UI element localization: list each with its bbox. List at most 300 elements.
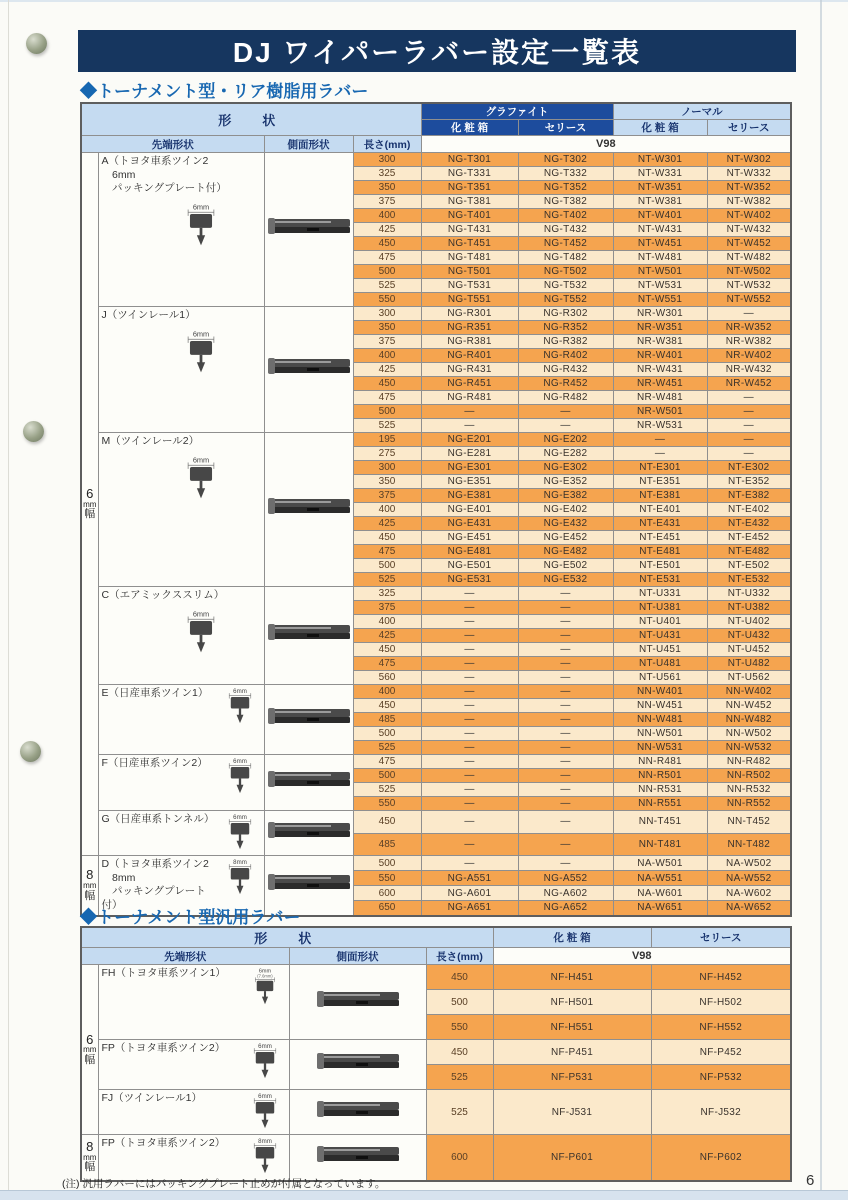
part-number-cell: NG-A651 [421,901,518,916]
section-label [102,435,200,449]
parts-table [80,102,792,917]
length-cell: 475 [353,657,421,671]
section-content [99,1040,289,1084]
part-number-cell: NG-R432 [518,363,613,377]
part-number-cell: NF-H551 [493,1015,651,1040]
length-cell: 400 [353,685,421,699]
part-number-cell: NT-W451 [613,237,707,251]
section-heading-general: ◆トーナメント型汎用ラバー [80,908,301,927]
part-number-cell: NT-W402 [707,209,791,223]
length-cell: 300 [353,307,421,321]
section-label [102,687,209,701]
length-cell: 450 [353,531,421,545]
width-group-num: 8 [86,1139,94,1155]
part-number-cell: NT-W452 [707,237,791,251]
length-cell: 325 [353,167,421,181]
part-number-cell: NR-W382 [707,335,791,349]
part-number-cell: NG-T352 [518,181,613,195]
part-number-cell: NT-U452 [707,643,791,657]
tip-shape-icon [244,1092,286,1132]
width-group-label [82,1140,98,1174]
header-cell: 側面形状 [289,948,426,965]
side-profile-icon [267,356,351,378]
part-number-cell: NG-T532 [518,279,613,293]
part-number-cell: NF-H552 [651,1015,791,1040]
part-number-cell: — [518,419,613,433]
header-cell: 形 状 [81,103,421,136]
part-number-cell: — [518,811,613,834]
part-number-cell: NT-E531 [613,573,707,587]
header-cell: 側面形状 [264,136,353,153]
part-number-cell: NR-W431 [613,363,707,377]
part-number-cell: NR-W401 [613,349,707,363]
tip-shape [244,967,286,1007]
section-label-cell [98,811,264,856]
width-group-label [82,487,98,521]
length-cell: 550 [426,1015,493,1040]
section-label [102,967,226,981]
tip-shape-icon [244,967,286,1007]
side-profile-cell [289,1090,426,1135]
tip-shape-icon [178,202,224,250]
side-profile-cell [289,1135,426,1181]
parts-table [80,926,792,1182]
part-number-cell: NG-T331 [421,167,518,181]
width-group-cell [81,153,98,856]
svg-text:6mm: 6mm [232,758,247,766]
section-label [102,757,208,771]
side-profile-icon [316,989,400,1011]
part-number-cell: NG-E281 [421,447,518,461]
length-cell: 525 [426,1065,493,1090]
side-profile-cell [264,153,353,307]
tip-shape [178,609,224,657]
part-number-cell: — [518,797,613,811]
part-number-cell: NG-E352 [518,475,613,489]
part-number-cell: — [421,856,518,871]
part-number-cell: NN-R532 [707,783,791,797]
section-content [99,1090,289,1134]
part-number-cell: — [421,643,518,657]
section-label-line: G（日産車系トンネル） [101,813,215,825]
header-cell: V98 [421,136,791,153]
part-number-cell: NT-U431 [613,629,707,643]
side-profile-cell [289,1040,426,1090]
part-number-cell: — [421,713,518,727]
binder-hole-icon [23,421,44,442]
section-label-line: FP（トヨタ車系ツイン2） [101,1042,226,1054]
part-number-cell: — [707,405,791,419]
part-number-cell: NN-R551 [613,797,707,811]
section-label-cell [98,755,264,811]
side-profile-icon [316,1144,400,1166]
section-label-line: F（日産車系ツイン2） [101,757,208,769]
part-number-cell: — [421,741,518,755]
part-number-cell: NG-R351 [421,321,518,335]
scan-edge-right [820,0,822,1200]
part-number-cell: NA-W652 [707,901,791,916]
width-group-unit: mm [83,881,97,891]
tip-shape-icon [244,1042,286,1082]
part-number-cell: NF-J531 [493,1090,651,1135]
part-number-cell: NG-T402 [518,209,613,223]
part-number-cell: NG-R381 [421,335,518,349]
part-number-cell: — [518,769,613,783]
length-cell: 300 [353,461,421,475]
part-number-cell: NN-R481 [613,755,707,769]
section-content [99,965,289,1009]
length-cell: 525 [353,573,421,587]
table-row [81,433,791,447]
part-number-cell: NN-W452 [707,699,791,713]
part-number-cell: NG-T381 [421,195,518,209]
part-number-cell: NG-E502 [518,559,613,573]
part-number-cell: NG-A601 [421,886,518,901]
part-number-cell: NF-P451 [493,1040,651,1065]
side-profile-cell [264,755,353,811]
part-number-cell: — [421,783,518,797]
length-cell: 600 [353,886,421,901]
header-cell: 先端形状 [81,948,289,965]
page-title-banner [78,30,796,72]
part-number-cell: NG-E351 [421,475,518,489]
header-cell: 形 状 [81,927,493,948]
part-number-cell: NF-P601 [493,1135,651,1181]
part-number-cell: — [518,727,613,741]
length-cell: 300 [353,153,421,167]
length-cell: 500 [353,769,421,783]
section-label-line: J（ツインレール1） [101,309,196,321]
side-profile-icon [267,820,351,842]
header-cell: V98 [493,948,791,965]
part-number-cell: NG-R451 [421,377,518,391]
part-number-cell: NG-E531 [421,573,518,587]
part-number-cell: NT-U332 [707,587,791,601]
width-group-num: 6 [86,1031,94,1047]
part-number-cell: NN-R482 [707,755,791,769]
part-number-cell: NG-E532 [518,573,613,587]
page-title: DJ ワイパーラバー設定一覧表 [232,37,642,68]
width-group-num: 6 [86,486,94,502]
table-row [81,153,791,167]
part-number-cell: — [518,629,613,643]
part-number-cell: — [707,307,791,321]
part-number-cell: — [518,643,613,657]
part-number-cell: NG-T382 [518,195,613,209]
part-number-cell: NG-E382 [518,489,613,503]
part-number-cell: NG-T552 [518,293,613,307]
length-cell: 350 [353,321,421,335]
length-cell: 450 [426,965,493,990]
part-number-cell: NF-P531 [493,1065,651,1090]
length-cell: 525 [426,1090,493,1135]
part-number-cell: NG-R301 [421,307,518,321]
page-number: 6 [806,1172,815,1189]
table-row [81,307,791,321]
tip-shape [219,757,261,797]
length-cell: 600 [426,1135,493,1181]
part-number-cell: NR-W481 [613,391,707,405]
part-number-cell: NT-W432 [707,223,791,237]
part-number-cell: NT-U451 [613,643,707,657]
width-group-label [82,1033,98,1067]
part-number-cell: NT-E431 [613,517,707,531]
length-cell: 560 [353,671,421,685]
svg-text:8mm: 8mm [232,859,247,867]
header-cell: 先端形状 [81,136,264,153]
tip-shape-icon [219,813,261,853]
part-number-cell: NR-W351 [613,321,707,335]
part-number-cell: NT-W531 [613,279,707,293]
part-number-cell: NF-P602 [651,1135,791,1181]
side-profile-cell [264,811,353,856]
part-number-cell: NG-T551 [421,293,518,307]
part-number-cell: NT-U382 [707,601,791,615]
part-number-cell: NR-W381 [613,335,707,349]
part-number-cell: NT-E401 [613,503,707,517]
part-number-cell: — [518,856,613,871]
part-number-cell: NN-W451 [613,699,707,713]
tip-shape-icon [178,329,224,377]
tip-shape [178,329,224,377]
part-number-cell: NR-W531 [613,419,707,433]
header-row [81,927,791,948]
section-label-cell [98,965,289,1040]
part-number-cell: NF-H501 [493,990,651,1015]
part-number-cell: — [421,811,518,834]
table-row [81,755,791,769]
tip-shape [219,687,261,727]
part-number-cell: NG-A652 [518,901,613,916]
part-number-cell: NN-T452 [707,811,791,834]
side-profile-cell [264,433,353,587]
length-cell: 275 [353,447,421,461]
section-label-cell [98,153,264,307]
header-cell: セリース [651,927,791,948]
tip-shape-icon [244,1137,286,1177]
part-number-cell: NN-T482 [707,833,791,856]
part-number-cell: NG-T302 [518,153,613,167]
part-number-cell: NF-H451 [493,965,651,990]
tip-shape-icon [219,757,261,797]
length-cell: 400 [353,349,421,363]
svg-text:6mm: 6mm [257,1093,272,1101]
part-number-cell: NT-E432 [707,517,791,531]
tip-shape-icon [219,687,261,727]
header-row [81,948,791,965]
header-cell: グラファイト [421,103,613,120]
part-number-cell: NN-W502 [707,727,791,741]
part-number-cell: — [421,615,518,629]
length-cell: 400 [353,503,421,517]
part-number-cell: NT-W532 [707,279,791,293]
part-number-cell: NT-E532 [707,573,791,587]
side-profile-icon [267,769,351,791]
part-number-cell: NT-U331 [613,587,707,601]
part-number-cell: — [613,433,707,447]
part-number-cell: NT-W331 [613,167,707,181]
part-number-cell: — [421,419,518,433]
table-row [81,1090,791,1135]
part-number-cell: NG-E301 [421,461,518,475]
part-number-cell: NT-U482 [707,657,791,671]
part-number-cell: NT-E501 [613,559,707,573]
section-label [102,589,225,603]
part-number-cell: NG-A552 [518,871,613,886]
part-number-cell: NT-E402 [707,503,791,517]
svg-text:6mm: 6mm [192,202,210,212]
width-group-label [82,868,98,902]
table-row [81,685,791,699]
svg-text:8mm: 8mm [257,1138,272,1146]
tip-shape [219,813,261,853]
part-number-cell: NT-U562 [707,671,791,685]
part-number-cell: NT-W501 [613,265,707,279]
width-group-unit: mm [83,1153,97,1163]
section-label-line: FH（トヨタ車系ツイン1） [101,967,226,979]
part-number-cell: — [707,391,791,405]
part-number-cell: NF-J532 [651,1090,791,1135]
length-cell: 500 [353,265,421,279]
svg-text:6mm: 6mm [232,688,247,696]
part-number-cell: NT-E382 [707,489,791,503]
part-number-cell: NG-R431 [421,363,518,377]
width-group-kanji: 幅 [84,1161,96,1174]
length-cell: 350 [353,181,421,195]
section-label-line: C（エアミックススリム） [101,589,225,601]
part-number-cell: — [707,419,791,433]
part-number-cell: NT-W482 [707,251,791,265]
part-number-cell: NG-E201 [421,433,518,447]
part-number-cell: NA-W551 [613,871,707,886]
width-group-cell [81,1135,98,1181]
part-number-cell: — [421,405,518,419]
length-cell: 450 [353,811,421,834]
section-label [102,813,215,827]
tip-shape-icon [219,858,261,898]
tip-shape-icon [178,609,224,657]
table-row [81,965,791,990]
part-number-cell: NT-E301 [613,461,707,475]
section-label-cell [98,433,264,587]
length-cell: 450 [426,1040,493,1065]
length-cell: 550 [353,797,421,811]
section-label-cell [98,307,264,433]
part-number-cell: — [518,699,613,713]
part-number-cell: NT-E502 [707,559,791,573]
part-number-cell: NT-E482 [707,545,791,559]
width-group-kanji: 幅 [84,508,96,521]
section-content [99,755,264,799]
length-cell: 500 [353,727,421,741]
part-number-cell: NF-H452 [651,965,791,990]
side-profile-icon [267,496,351,518]
part-number-cell: NG-E432 [518,517,613,531]
part-number-cell: NT-W381 [613,195,707,209]
length-cell: 425 [353,517,421,531]
part-number-cell: NN-W402 [707,685,791,699]
part-number-cell: NA-W502 [707,856,791,871]
rear-resin-rubber-table-mount [80,102,792,917]
length-cell: 475 [353,545,421,559]
part-number-cell: NG-T432 [518,223,613,237]
section-label-cell [98,1135,289,1181]
tip-shape [219,858,261,898]
width-group-unit: mm [83,1045,97,1055]
part-number-cell: NT-U381 [613,601,707,615]
part-number-cell: NG-T351 [421,181,518,195]
svg-text:6mm: 6mm [258,968,271,975]
part-number-cell: NT-W431 [613,223,707,237]
part-number-cell: NG-R482 [518,391,613,405]
part-number-cell: NR-W432 [707,363,791,377]
part-number-cell: — [421,755,518,769]
length-cell: 350 [353,475,421,489]
part-number-cell: NT-U402 [707,615,791,629]
scan-edge-bottom [0,1190,848,1200]
part-number-cell: — [421,769,518,783]
part-number-cell: — [518,671,613,685]
section-label-line: M（ツインレール2） [101,435,200,447]
part-number-cell: NG-R402 [518,349,613,363]
length-cell: 450 [353,237,421,251]
length-cell: 375 [353,335,421,349]
length-cell: 525 [353,279,421,293]
length-cell: 485 [353,833,421,856]
length-cell: 550 [353,293,421,307]
part-number-cell: NR-W301 [613,307,707,321]
part-number-cell: NA-W651 [613,901,707,916]
svg-text:(7.6mm): (7.6mm) [256,973,273,979]
part-number-cell: NG-T481 [421,251,518,265]
part-number-cell: NG-T452 [518,237,613,251]
length-cell: 375 [353,489,421,503]
width-group-cell [81,965,98,1135]
length-cell: 525 [353,419,421,433]
part-number-cell: NN-R552 [707,797,791,811]
header-row [81,136,791,153]
part-number-cell: NG-E202 [518,433,613,447]
header-cell: ノーマル [613,103,791,120]
part-number-cell: NG-R382 [518,335,613,349]
part-number-cell: NT-W302 [707,153,791,167]
side-profile-cell [264,685,353,755]
length-cell: 325 [353,587,421,601]
part-number-cell: NG-E302 [518,461,613,475]
part-number-cell: NG-T301 [421,153,518,167]
section-label-cell [98,685,264,755]
part-number-cell: — [421,601,518,615]
part-number-cell: NR-W451 [613,377,707,391]
table-row [81,811,791,834]
part-number-cell: — [707,447,791,461]
part-number-cell: NA-W602 [707,886,791,901]
binder-hole-icon [26,33,47,54]
width-group-kanji: 幅 [84,1053,96,1066]
part-number-cell: NT-E302 [707,461,791,475]
part-number-cell: NG-E452 [518,531,613,545]
scan-edge-left [8,0,9,1200]
part-number-cell: NT-W551 [613,293,707,307]
part-number-cell: NN-T481 [613,833,707,856]
part-number-cell: NT-U561 [613,671,707,685]
part-number-cell: NG-R302 [518,307,613,321]
svg-text:6mm: 6mm [192,609,210,619]
part-number-cell: NN-R531 [613,783,707,797]
part-number-cell: NG-E381 [421,489,518,503]
svg-text:6mm: 6mm [192,329,210,339]
length-cell: 650 [353,901,421,916]
